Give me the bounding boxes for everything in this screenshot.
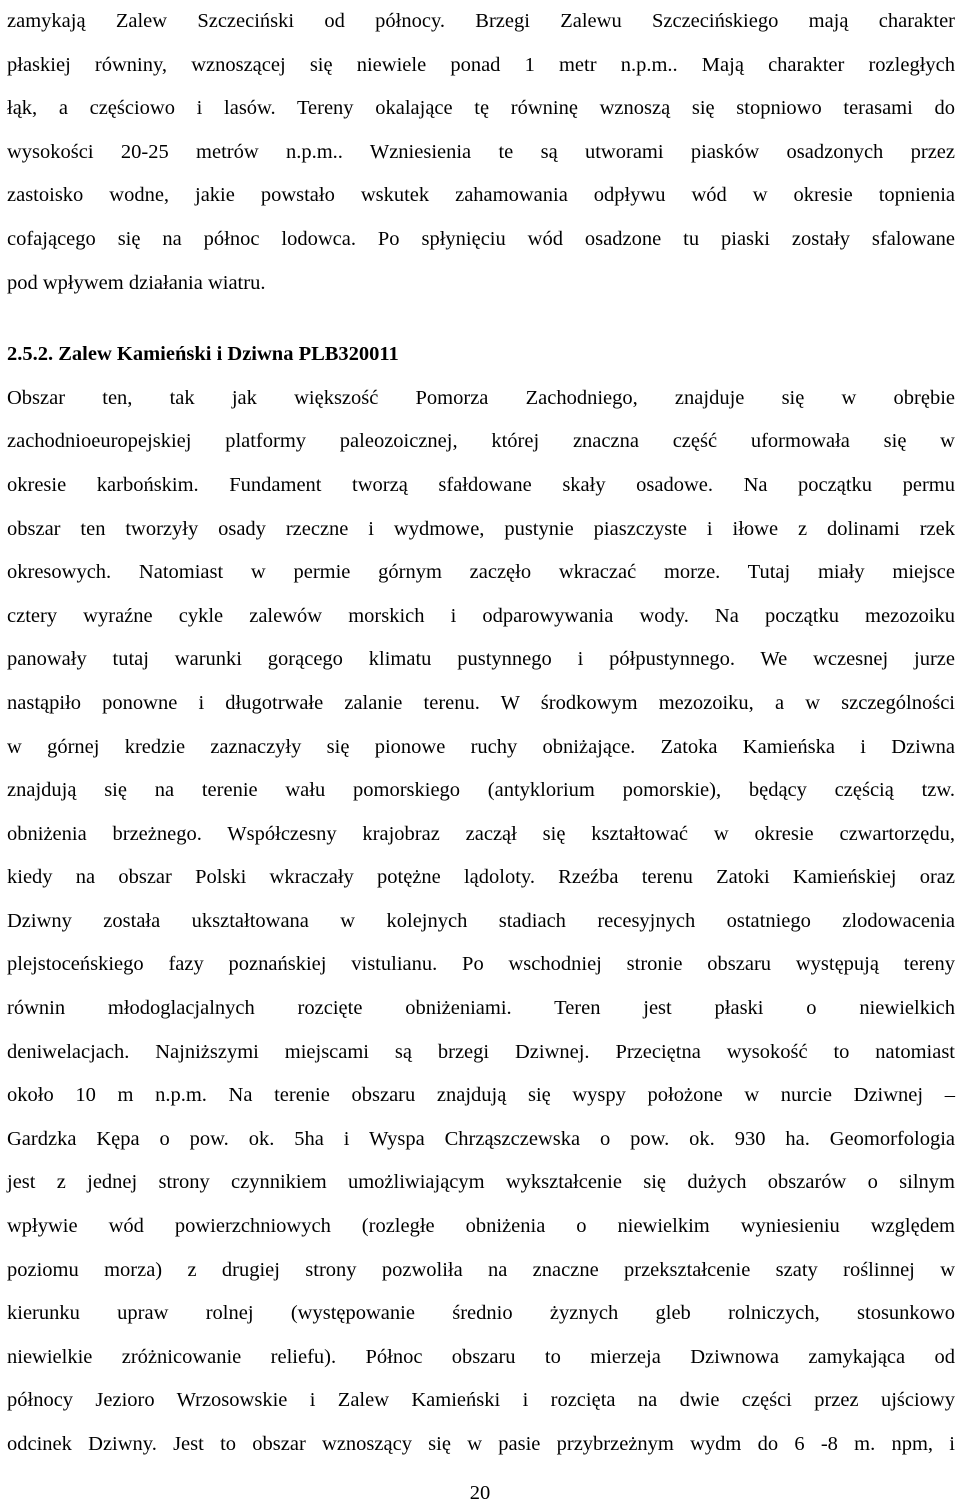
text-line: deniwelacjach. Najniższymi miejscami są brzegi Dziwnej. Przeciętna wysokość to natomiast xyxy=(7,1040,955,1063)
text-line: znajdują się na terenie wału pomorskiego (antyklorium pomorskie), będący częścią tzw. xyxy=(7,779,955,802)
text-line: panowały tutaj warunki gorącego klimatu pustynnego i półpustynnego. We wczesnej jurze xyxy=(7,648,955,671)
text-line: zachodnioeuropejskiej platformy paleozoicznej, której znaczna część uformowała się w xyxy=(7,430,955,453)
text-line: okresowych. Natomiast w permie górnym zaczęło wkraczać morze. Tutaj miały miejsce xyxy=(7,561,955,584)
text-line: w górnej kredzie zaznaczyły się pionowe ruchy obniżające. Zatoka Kamieńska i Dziwna xyxy=(7,735,955,758)
text-line: płaskiej równiny, wznoszącej się niewiele ponad 1 metr n.p.m.. Mają charakter rozległych xyxy=(7,53,955,76)
text-line: Dziwny została ukształtowana w kolejnych stadiach recesyjnych ostatniego zlodowacenia xyxy=(7,909,955,932)
body-paragraph xyxy=(7,377,955,1467)
text-line: zamykają Zalew Szczeciński od północy. Brzegi Zalewu Szczecińskiego mają charakter xyxy=(7,10,955,32)
text-line: północy Jezioro Wrzosowskie i Zalew Kamieński i rozcięta na dwie części przez ujściowy xyxy=(7,1389,955,1412)
text-line: jest z jednej strony czynnikiem umożliwiającym wykształcenie się dużych obszarów o silnym xyxy=(7,1171,955,1194)
text-line: około 10 m n.p.m. Na terenie obszaru znajdują się wyspy położone w nurcie Dziwnej – xyxy=(7,1084,955,1107)
text-line: plejstoceńskiego fazy poznańskiej vistulianu. Po wschodniej stronie obszaru występują tereny xyxy=(7,953,955,976)
text-line: nastąpiło ponowne i długotrwałe zalanie terenu. W środkowym mezozoiku, a w szczególności xyxy=(7,691,955,714)
text-line: cztery wyraźne cykle zalewów morskich i odparowywania wody. Na początku mezozoiku xyxy=(7,604,955,627)
text-line: okresie karbońskim. Fundament tworzą sfałdowane skały osadowe. Na początku permu xyxy=(7,473,955,496)
text-line: wysokości 20-25 metrów n.p.m.. Wzniesienia te są utworami piasków osadzonych przez xyxy=(7,140,955,163)
top-paragraph xyxy=(7,0,955,305)
text-line: kierunku upraw rolnej (występowanie średnio żyznych gleb rolniczych, stosunkowo xyxy=(7,1302,955,1325)
text-line: kiedy na obszar Polski wkraczały potężne lądoloty. Rzeźba terenu Zatoki Kamieńskiej oraz xyxy=(7,866,955,889)
page-number: 20 xyxy=(469,1482,491,1504)
text-line: zastoisko wodne, jakie powstało wskutek zahamowania odpływu wód w okresie topnienia xyxy=(7,184,955,207)
section-heading: 2.5.2. Zalew Kamieński i Dziwna PLB320011 xyxy=(7,343,399,366)
document-page xyxy=(7,0,955,1467)
text-line: poziomu morza) z drugiej strony pozwoliła na znaczne przekształcenie szaty roślinnej w xyxy=(7,1258,955,1281)
text-line: Obszar ten, tak jak większość Pomorza Zachodniego, znajduje się w obrębie xyxy=(7,386,955,409)
text-line: Gardzka Kępa o pow. ok. 5ha i Wyspa Chrząszczewska o pow. ok. 930 ha. Geomorfologia xyxy=(7,1127,955,1150)
text-line: wpływie wód powierzchniowych (rozległe obniżenia o niewielkim wyniesieniu względem xyxy=(7,1215,955,1238)
text-line: obszar ten tworzyły osady rzeczne i wydmowe, pustynie piaszczyste i iłowe z dolinami rzek xyxy=(7,517,955,540)
text-line: obniżenia brzeżnego. Współczesny krajobraz zaczął się kształtować w okresie czwartorzędu, xyxy=(7,822,955,845)
text-line: pod wpływem działania wiatru. xyxy=(7,271,266,294)
text-line: łąk, a częściowo i lasów. Tereny okalające tę równinę wznoszą się stopniowo terasami do xyxy=(7,97,955,120)
text-line: niewielkie zróżnicowanie reliefu). Północ obszaru to mierzeja Dziwnowa zamykająca od xyxy=(7,1345,955,1368)
text-line: odcinek Dziwny. Jest to obszar wznoszący się w pasie przybrzeżnym wydm do 6 -8 m. npm, i xyxy=(7,1433,955,1455)
text-line: równin młodoglacjalnych rozcięte obniżeniami. Teren jest płaski o niewielkich xyxy=(7,997,955,1020)
text-line: cofającego się na północ lodowca. Po spłynięciu wód osadzone tu piaski zostały sfalowane xyxy=(7,227,955,250)
